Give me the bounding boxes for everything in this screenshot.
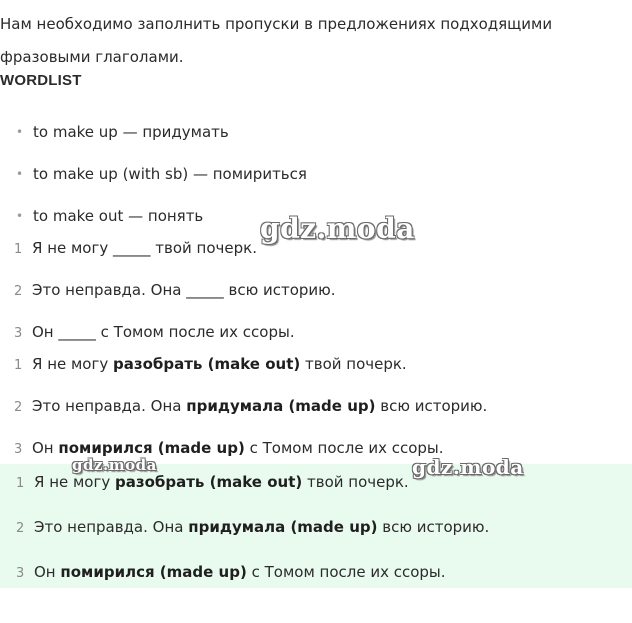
answer-text-post: твой почерк. — [300, 355, 407, 373]
answer-phrase: помирился (made up) — [58, 439, 245, 457]
answer-phrase: придумала (made up) — [186, 397, 376, 415]
answer-row — [16, 562, 446, 584]
watermark: gdz.moda — [412, 455, 524, 479]
answer-text-post: всю историю. — [375, 397, 488, 415]
answer-row — [14, 354, 407, 376]
task-number: 1 — [14, 242, 23, 257]
wordlist-item: • to make up — придумать — [16, 122, 229, 142]
task-text: Он _____ с Томом после их ссоры. — [32, 323, 295, 341]
task-number: 2 — [14, 284, 23, 299]
task-text: Я не могу _____ твой почерк. — [32, 239, 257, 257]
answer-text-pre: Я не могу — [34, 473, 116, 491]
task-row — [14, 280, 336, 302]
answer-row — [16, 472, 409, 494]
answer-phrase: придумала (made up) — [188, 518, 378, 536]
answer-number: 1 — [14, 358, 23, 373]
task-text: Это неправда. Она _____ всю историю. — [32, 281, 336, 299]
answer-row — [14, 396, 487, 418]
answer-row — [16, 517, 489, 539]
answer-text-post: всю историю. — [377, 518, 490, 536]
answer-phrase: разобрать (make out) — [115, 473, 303, 491]
answer-text-post: с Томом после их ссоры. — [246, 563, 446, 581]
wordlist-heading: WORDLIST — [0, 72, 82, 89]
answer-text-post: с Томом после их ссоры. — [244, 439, 444, 457]
answer-text-post: твой почерк. — [302, 473, 409, 491]
task-row — [14, 238, 257, 260]
answer-number: 3 — [14, 442, 23, 457]
answer-phrase: помирился (made up) — [60, 563, 247, 581]
watermark: gdz.moda — [72, 456, 157, 474]
answer-text-pre: Это неправда. Она — [32, 397, 187, 415]
intro-text: Нам необходимо заполнить пропуски в предложениях подходящими фразовыми глаголами. — [0, 15, 553, 66]
answer-text-pre: Он — [32, 439, 59, 457]
answer-text-pre: Я не могу — [32, 355, 114, 373]
answer-number: 1 — [16, 476, 25, 491]
watermark: gdz.moda — [260, 212, 415, 245]
task-row — [14, 322, 295, 344]
answer-number: 2 — [16, 521, 25, 536]
answer-number: 3 — [16, 566, 25, 581]
wordlist-item: • to make up (with sb) — помириться — [16, 164, 307, 184]
answer-text-pre: Это неправда. Она — [34, 518, 189, 536]
answer-number: 2 — [14, 400, 23, 415]
answer-phrase: разобрать (make out) — [113, 355, 301, 373]
wordlist-item: • to make out — понять — [16, 206, 203, 226]
task-number: 3 — [14, 326, 23, 341]
answer-text-pre: Он — [34, 563, 61, 581]
